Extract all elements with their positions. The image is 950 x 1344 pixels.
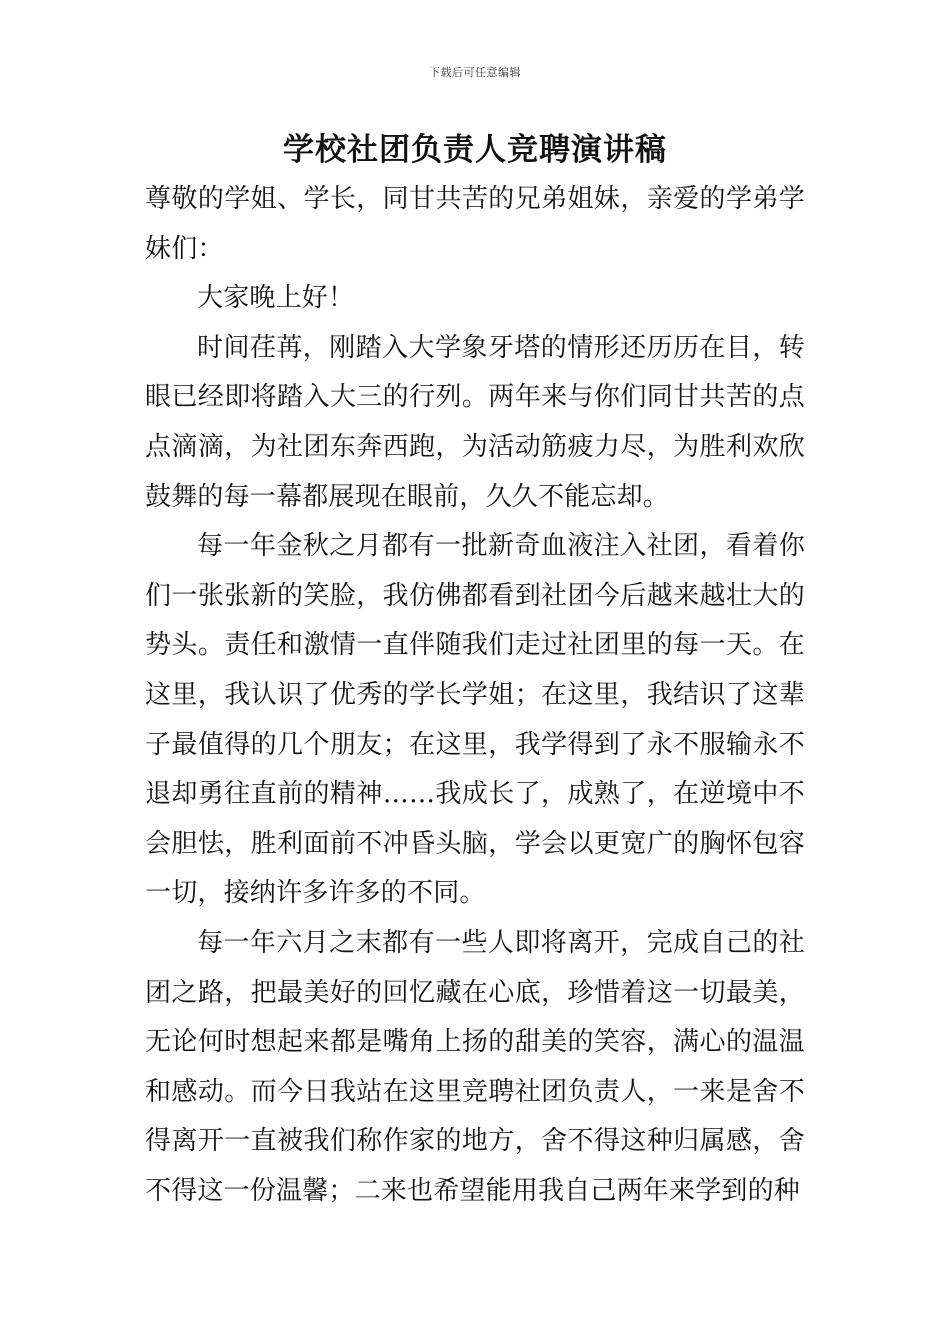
paragraph-1: 时间荏苒，刚踏入大学象牙塔的情形还历历在目，转眼已经即将踏入大三的行列。两年来与你们同甘共苦的点点滴滴，为社团东奔西跑，为活动筋疲力尽，为胜利欢欣鼓舞的每一幕都展现在眼前，久久不能忘却。: [145, 332, 805, 512]
paragraph-3: 每一年六月之末都有一些人即将离开，完成自己的社团之路，把最美好的回忆藏在心底，珍惜着这一切最美，无论何时想起来都是嘴角上扬的甜美的笑容，满心的温温和感动。而今日我站在这里竞聘社团负责人，一来是舍不得离开一直被我们称作家的地方，舍不得这种归属感，舍不得这一份温馨；二来也希望能用我自己两年来学到的种: [145, 927, 805, 1206]
paragraph-greeting: 大家晚上好！: [197, 283, 355, 314]
paragraph-salutation: 尊敬的学姐、学长，同甘共苦的兄弟姐妹，亲爱的学弟学妹们：: [145, 184, 805, 264]
paragraph-2: 每一年金秋之月都有一批新奇血液注入社团，看着你们一张张新的笑脸，我仿佛都看到社团今后越来越壮大的势头。责任和激情一直伴随我们走过社团里的每一天。在这里，我认识了优秀的学长学姐；在这里，我结识了这辈子最值得的几个朋友；在这里，我学得到了永不服输永不退却勇往直前的精神……我成长了，成熟了，在逆境中不会胆怯，胜利面前不冲昏头脑，学会以更宽广的胸怀包容一切，接纳许多许多的不同。: [145, 531, 805, 909]
page-header-note: 下载后可任意编辑: [429, 66, 521, 79]
document-body: [145, 175, 805, 1216]
document-title: 学校社团负责人竞聘演讲稿: [283, 132, 667, 168]
